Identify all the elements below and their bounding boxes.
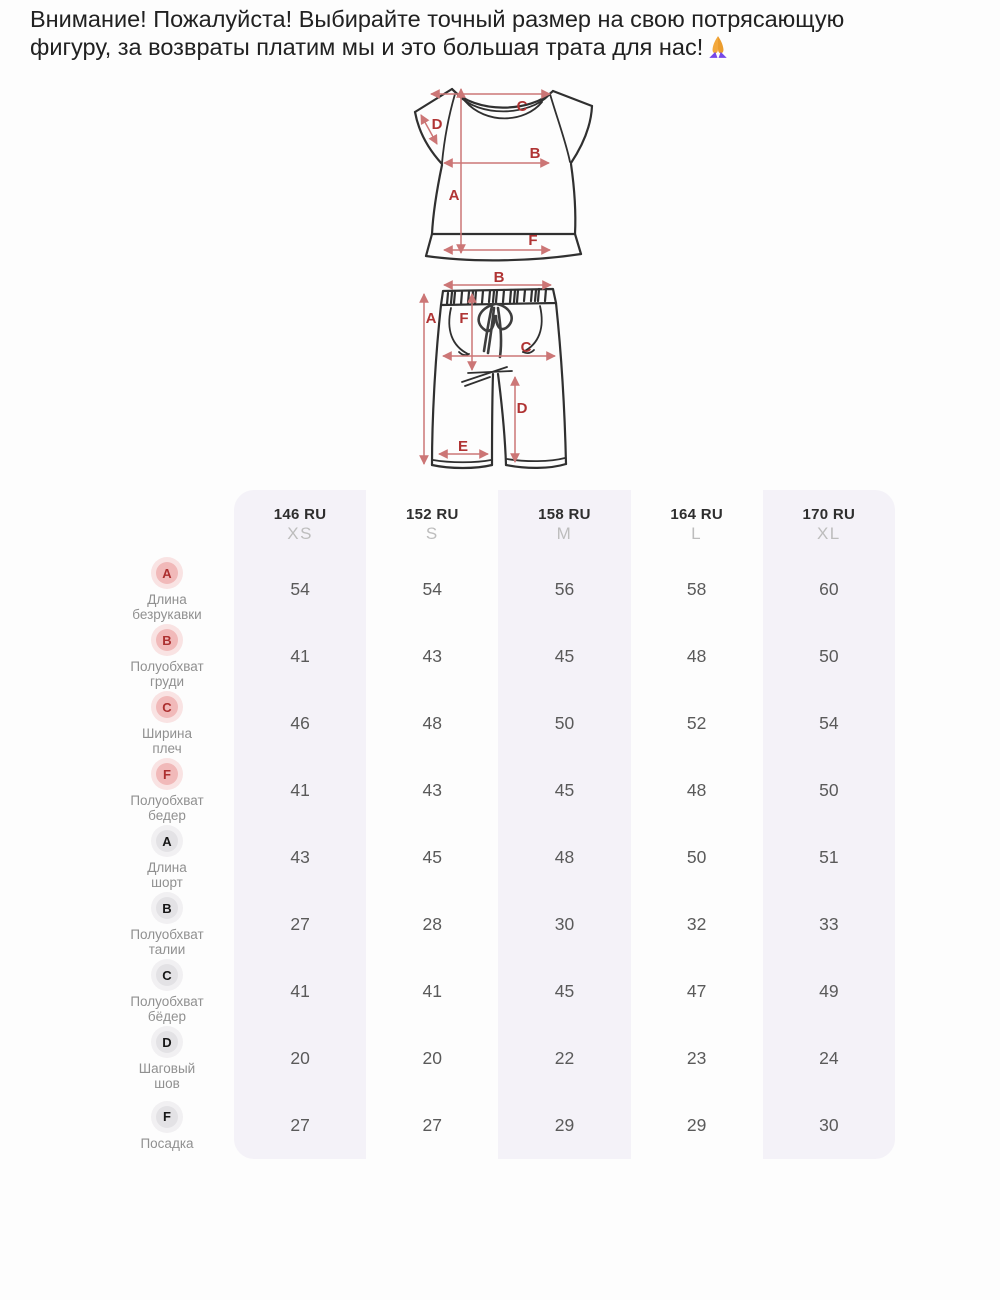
size-value-cell: 20 xyxy=(422,1048,443,1068)
measure-label: груди xyxy=(149,674,184,689)
measure-letter: C xyxy=(156,964,178,986)
size-value-cell: 54 xyxy=(819,713,839,733)
title-line-2-text: фигуру, за возвраты платим мы и это большая трата для нас! xyxy=(30,34,704,60)
measure-letter-badge xyxy=(151,825,183,857)
measure-letter-b: B xyxy=(529,145,541,162)
shorts-diagram xyxy=(398,270,622,474)
size-intl-label: S xyxy=(425,524,439,543)
measure-label-cell xyxy=(100,891,234,958)
table-row xyxy=(100,757,895,824)
title-line-2 xyxy=(30,33,844,61)
size-value-cell: 43 xyxy=(290,847,310,867)
measure-label-cell xyxy=(100,1092,234,1159)
size-value-cell: 52 xyxy=(686,713,707,733)
measure-label: шов xyxy=(154,1076,180,1091)
measure-letter: B xyxy=(156,897,178,919)
size-intl-label: M xyxy=(556,524,573,543)
size-value-cell: 54 xyxy=(290,579,310,599)
top-garment-diagram xyxy=(385,84,625,266)
size-ru-label: 170 RU xyxy=(802,506,856,523)
size-value-cell: 30 xyxy=(554,914,575,934)
size-value-cell: 45 xyxy=(554,981,575,1001)
header-spacer xyxy=(100,490,234,556)
size-ru-label: 146 RU xyxy=(273,506,327,523)
measure-letter-d: D xyxy=(516,400,528,417)
table-row xyxy=(100,824,895,891)
size-intl-label: XL xyxy=(816,524,841,543)
size-value-cell: 51 xyxy=(819,847,839,867)
measure-label: плеч xyxy=(152,741,182,756)
size-value-cell: 29 xyxy=(686,1115,707,1135)
size-column-header xyxy=(498,490,630,556)
measure-label: бедер xyxy=(148,808,186,823)
size-ru-label: 164 RU xyxy=(670,506,723,523)
size-value-cell: 41 xyxy=(290,780,310,800)
size-value-cell: 43 xyxy=(422,646,443,666)
measure-letter-badge xyxy=(151,959,183,991)
measure-label-cell xyxy=(100,556,234,623)
measure-letter-c: C xyxy=(520,339,532,356)
size-value-cell: 33 xyxy=(819,914,839,934)
measure-letter: C xyxy=(156,696,178,718)
size-value-cell: 50 xyxy=(819,780,839,800)
size-value-cell: 41 xyxy=(422,981,443,1001)
measure-letter: F xyxy=(156,1106,178,1128)
size-value-cell: 60 xyxy=(819,579,839,599)
measure-letter-badge xyxy=(151,557,183,589)
size-value-cell: 43 xyxy=(422,780,443,800)
measure-label-cell xyxy=(100,958,234,1025)
size-ru-label: 158 RU xyxy=(538,506,591,523)
measure-letter: A xyxy=(156,562,178,584)
measure-letter-b: B xyxy=(493,270,505,286)
measure-label: Посадка xyxy=(140,1135,194,1151)
measure-label: Длина xyxy=(147,860,187,875)
size-value-cell: 45 xyxy=(422,847,443,867)
size-intl-label: L xyxy=(691,524,703,543)
measure-label: Длина xyxy=(147,592,187,607)
measure-label: Полуобхват xyxy=(130,994,204,1009)
measure-label: Полуобхват xyxy=(130,927,204,942)
size-value-cell: 50 xyxy=(686,847,707,867)
size-intl-label: XS xyxy=(287,524,313,543)
size-table-header xyxy=(100,490,895,556)
size-table xyxy=(100,490,895,1159)
table-row xyxy=(100,958,895,1025)
size-value-cell: 46 xyxy=(290,713,310,733)
size-column-header xyxy=(366,490,498,556)
page-title xyxy=(30,5,844,61)
size-value-cell: 20 xyxy=(290,1048,310,1068)
sleeveless-top-outline xyxy=(415,89,592,260)
measure-label: Полуобхват xyxy=(130,793,204,808)
table-row xyxy=(100,891,895,958)
table-row xyxy=(100,1092,895,1159)
measure-label-cell xyxy=(100,690,234,757)
measure-letter-c: C xyxy=(516,98,528,115)
title-line-1: Внимание! Пожалуйста! Выбирайте точный размер на свою потрясающую xyxy=(30,6,845,32)
measure-letter-a: A xyxy=(425,310,437,327)
measure-letter: D xyxy=(156,1031,178,1053)
measure-letter: A xyxy=(156,830,178,852)
size-value-cell: 50 xyxy=(819,646,839,666)
size-value-cell: 41 xyxy=(290,981,310,1001)
measure-label-cell xyxy=(100,623,234,690)
measure-letter-f: F xyxy=(459,310,469,327)
measure-letter-a: A xyxy=(448,187,460,204)
measure-label: Шаговый xyxy=(138,1061,196,1076)
size-value-cell: 22 xyxy=(554,1048,575,1068)
size-value-cell: 47 xyxy=(686,981,707,1001)
measure-label: Полуобхват xyxy=(130,659,204,674)
measure-letter: F xyxy=(156,763,178,785)
praying-hands-icon xyxy=(706,35,730,59)
size-value-cell: 58 xyxy=(686,579,707,599)
size-value-cell: 48 xyxy=(422,713,443,733)
measure-label: талии xyxy=(148,942,186,957)
measure-letter-f: F xyxy=(528,232,538,249)
measure-label-cell xyxy=(100,757,234,824)
measure-label-cell xyxy=(100,1025,234,1092)
size-value-cell: 27 xyxy=(422,1115,443,1135)
size-value-cell: 45 xyxy=(554,780,575,800)
measure-letter-badge xyxy=(151,892,183,924)
size-value-cell: 49 xyxy=(819,981,839,1001)
size-value-cell: 48 xyxy=(686,780,707,800)
measure-letter: B xyxy=(156,629,178,651)
size-value-cell: 56 xyxy=(554,579,575,599)
size-value-cell: 50 xyxy=(554,713,575,733)
size-value-cell: 24 xyxy=(819,1048,839,1068)
drawstring xyxy=(479,304,512,357)
size-value-cell: 54 xyxy=(422,579,443,599)
table-row xyxy=(100,690,895,757)
size-value-cell: 48 xyxy=(686,646,707,666)
measure-label: Ширина xyxy=(142,726,192,741)
size-value-cell: 32 xyxy=(686,914,707,934)
size-value-cell: 28 xyxy=(422,914,443,934)
measure-letter-badge xyxy=(151,624,183,656)
size-value-cell: 27 xyxy=(290,914,310,934)
size-column-header xyxy=(234,490,366,556)
measure-label: бёдер xyxy=(147,1009,187,1024)
table-row xyxy=(100,1025,895,1092)
measure-letter-badge xyxy=(151,758,183,790)
measure-letter-badge xyxy=(151,1026,183,1058)
size-value-cell: 27 xyxy=(290,1115,310,1135)
size-ru-label: 152 RU xyxy=(405,506,459,523)
measure-label-cell xyxy=(100,824,234,891)
measure-letter-badge xyxy=(151,691,183,723)
size-column-header xyxy=(631,490,763,556)
size-value-cell: 23 xyxy=(686,1048,707,1068)
measure-letter-d: D xyxy=(431,116,443,133)
size-column-header xyxy=(763,490,895,556)
size-table-body xyxy=(100,556,895,1159)
size-value-cell: 48 xyxy=(554,847,575,867)
measure-letter-badge xyxy=(151,1101,183,1133)
size-value-cell: 30 xyxy=(819,1115,839,1135)
table-row xyxy=(100,623,895,690)
measure-label: шорт xyxy=(151,875,183,890)
size-value-cell: 29 xyxy=(554,1115,575,1135)
measure-letter-e: E xyxy=(457,438,469,455)
table-row xyxy=(100,556,895,623)
size-value-cell: 45 xyxy=(554,646,575,666)
measure-label: безрукавки xyxy=(132,607,202,622)
size-value-cell: 41 xyxy=(290,646,310,666)
